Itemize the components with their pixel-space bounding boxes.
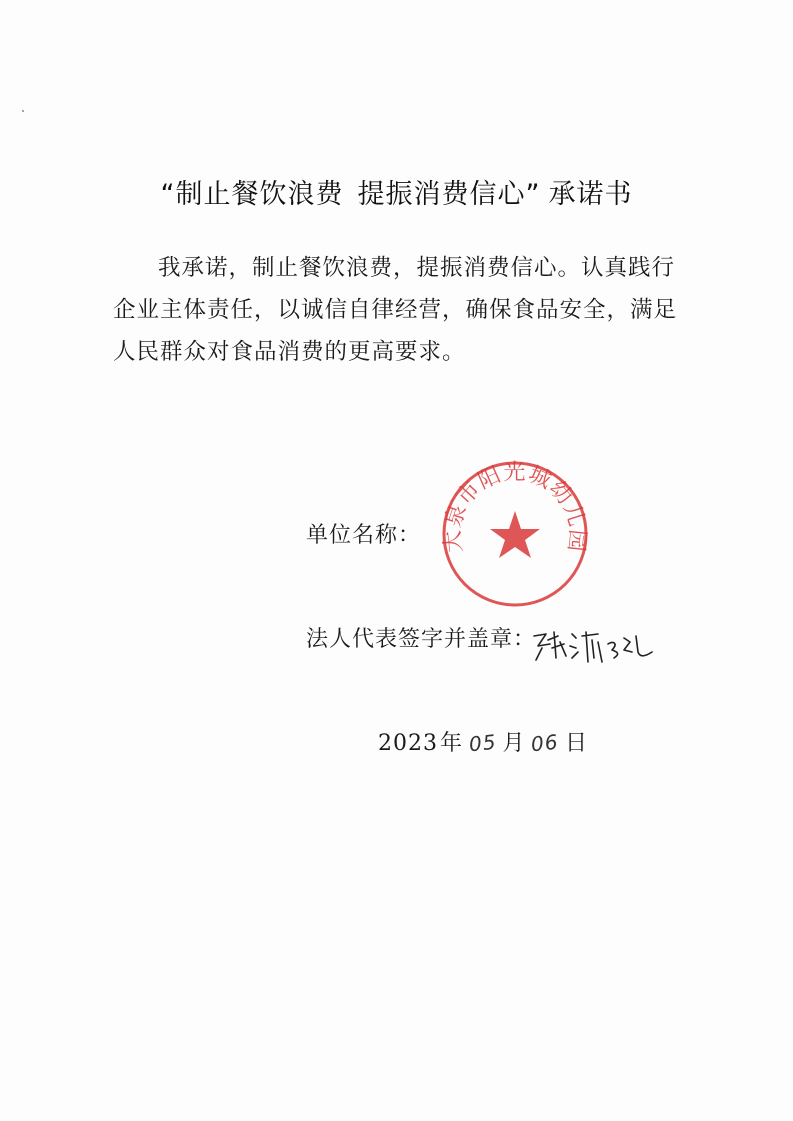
date-year-unit: 年 <box>440 731 464 756</box>
date-month: 05 <box>467 729 498 757</box>
title-part-2: 提振消费信心” <box>357 179 541 210</box>
handwritten-signature <box>528 622 658 670</box>
official-seal <box>440 459 590 609</box>
legal-rep-label: 法人代表签字并盖章： <box>306 627 537 652</box>
pledge-body <box>113 247 683 373</box>
unit-name-label: 单位名称： <box>306 523 422 548</box>
date-year: 2023 <box>378 731 438 756</box>
date-day-unit: 日 <box>564 731 588 756</box>
date-month-unit: 月 <box>502 731 526 756</box>
date-day: 06 <box>530 729 561 757</box>
title-part-1: “制止餐饮浪费 <box>160 179 344 210</box>
title-part-3: 承诺书 <box>548 179 633 210</box>
scan-speck <box>22 110 24 112</box>
svg-text:大泉市阳光城幼儿园: 大泉市阳光城幼儿园 <box>440 460 590 554</box>
pledge-paragraph: 我承诺，制止餐饮浪费，提振消费信心。认真践行企业主体责任，以诚信自律经营，确保食品安全，满足人民群众对食品消费的更高要求。 <box>113 255 678 365</box>
date-line <box>378 726 588 757</box>
document-title <box>0 172 793 211</box>
seal-star-icon <box>490 511 540 558</box>
